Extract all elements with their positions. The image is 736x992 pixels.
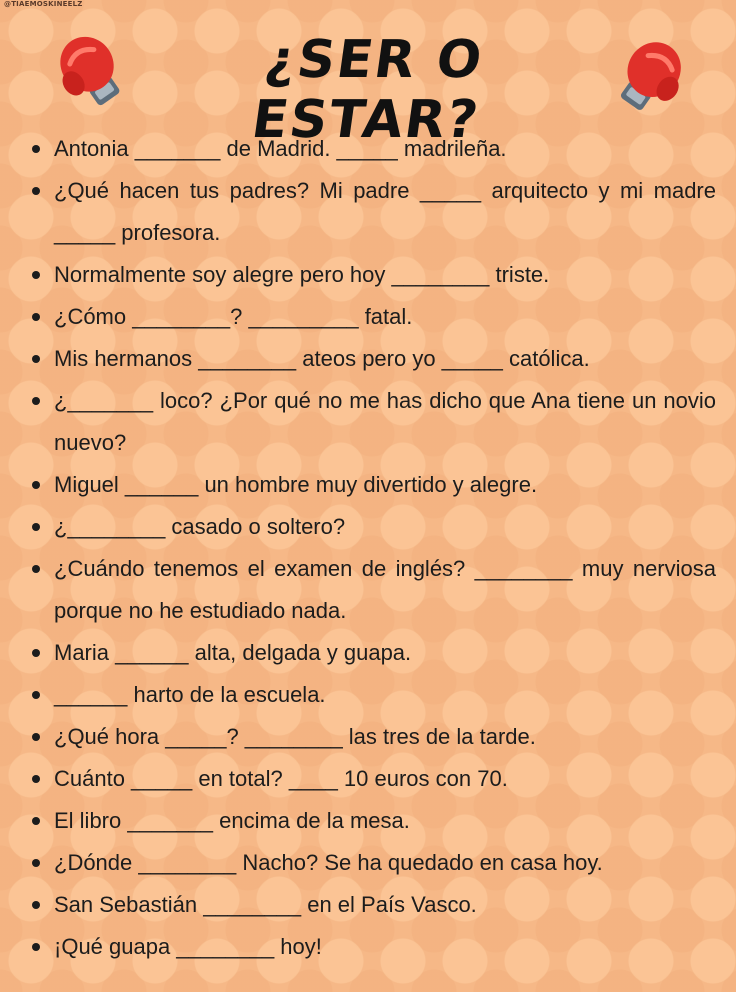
exercise-item: Mis hermanos ________ ateos pero yo _____ católica. — [0, 338, 736, 380]
exercise-item: ¿Dónde ________ Nacho? Se ha quedado en casa hoy. — [0, 842, 736, 884]
exercise-item: El libro _______ encima de la mesa. — [0, 800, 736, 842]
exercise-item: Antonia _______ de Madrid. _____ madrileña. — [0, 128, 736, 170]
exercise-item: Maria ______ alta, delgada y guapa. — [0, 632, 736, 674]
exercise-item: Cuánto _____ en total? ____ 10 euros con 70. — [0, 758, 736, 800]
exercise-item: ¿Cómo ________? _________ fatal. — [0, 296, 736, 338]
exercise-item: San Sebastián ________ en el País Vasco. — [0, 884, 736, 926]
exercise-list — [0, 128, 736, 968]
exercise-item: Normalmente soy alegre pero hoy ________ triste. — [0, 254, 736, 296]
exercise-item: ¿________ casado o soltero? — [0, 506, 736, 548]
exercise-item: Miguel ______ un hombre muy divertido y alegre. — [0, 464, 736, 506]
boxing-glove-icon — [48, 26, 138, 116]
exercise-item: ¿Cuándo tenemos el examen de inglés? ________ muy nerviosa porque no he estudiado nada. — [0, 548, 736, 632]
exercise-item: ______ harto de la escuela. — [0, 674, 736, 716]
exercise-item: ¿Qué hacen tus padres? Mi padre _____ arquitecto y mi madre _____ profesora. — [0, 170, 736, 254]
boxing-glove-icon — [604, 32, 694, 122]
page-title: ¿SER O ESTAR? — [248, 30, 488, 150]
exercise-item: ¡Qué guapa ________ hoy! — [0, 926, 736, 968]
exercise-item: ¿Qué hora _____? ________ las tres de la tarde. — [0, 716, 736, 758]
exercise-item: ¿_______ loco? ¿Por qué no me has dicho que Ana tiene un novio nuevo? — [0, 380, 736, 464]
credit-watermark: @TIAEMOSKINEELZ — [4, 0, 83, 8]
